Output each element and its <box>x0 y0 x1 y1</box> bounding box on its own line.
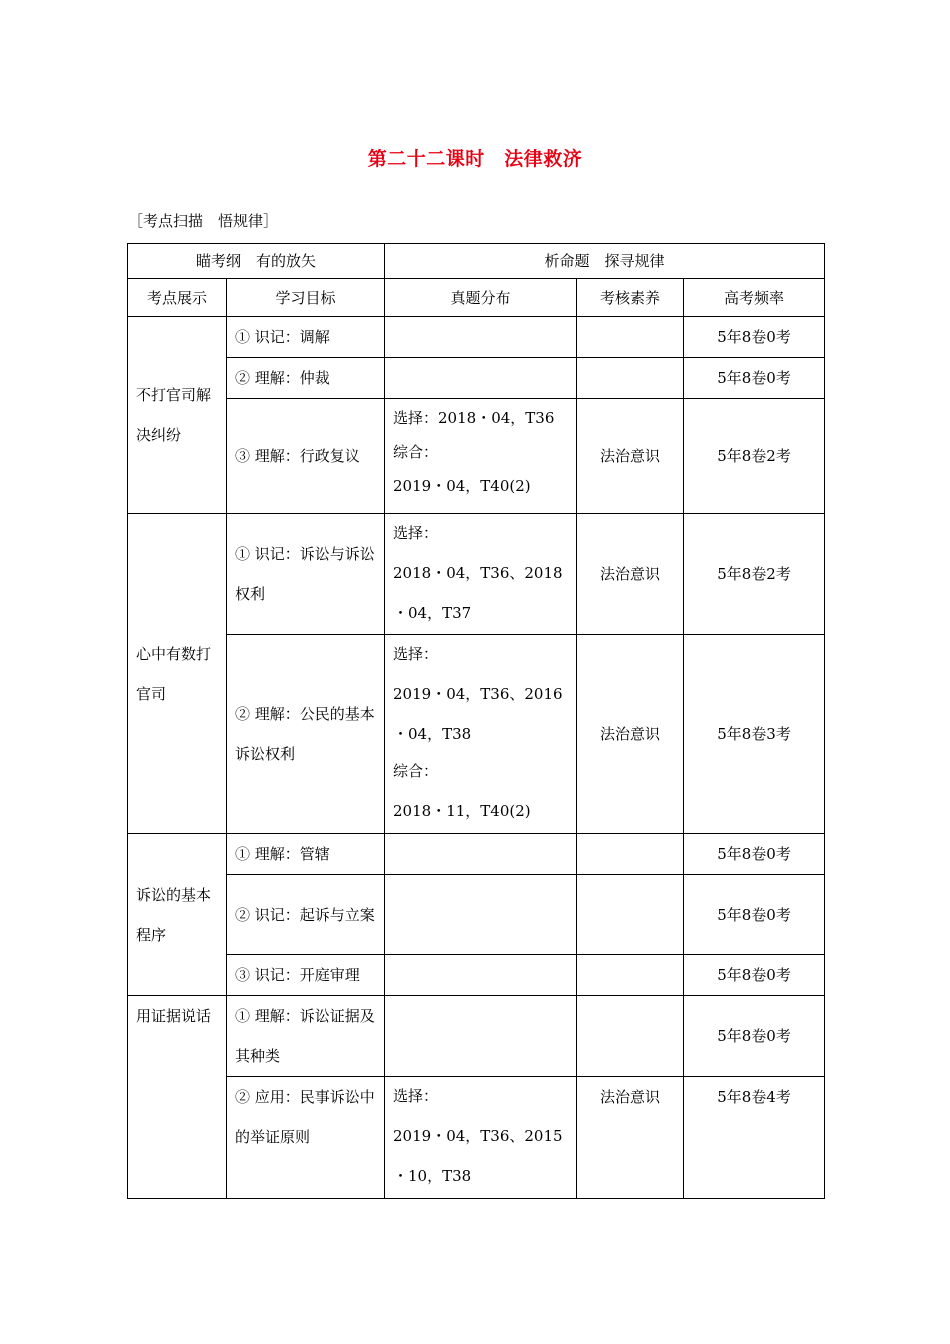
table-row <box>128 955 825 996</box>
papers-cell <box>385 514 577 635</box>
page-title: 第二十二课时 法律救济 <box>367 148 583 170</box>
column-header-papers: 真题分布 <box>385 279 577 317</box>
goal-cell: ③ 识记：开庭审理 <box>227 955 385 996</box>
topic-cell: 用证据说话 <box>128 996 227 1199</box>
column-header-frequency: 高考频率 <box>684 279 825 317</box>
frequency-cell: 5年8卷3考 <box>684 635 825 834</box>
goal-cell: ② 识记：起诉与立案 <box>227 875 385 955</box>
group-header-syllabus: 瞄考纲 有的放矢 <box>128 244 385 279</box>
goal-cell: ② 理解：公民的基本诉讼权利 <box>227 635 385 834</box>
papers-cell <box>385 875 577 955</box>
table-row <box>128 834 825 875</box>
paper-line: 选择： <box>393 645 439 663</box>
literacy-cell <box>577 955 684 996</box>
frequency-cell: 5年8卷0考 <box>684 996 825 1077</box>
table-row <box>128 399 825 514</box>
group-header-analysis: 析命题 探寻规律 <box>385 244 825 279</box>
paper-line: 综合： <box>393 443 439 461</box>
papers-cell <box>385 635 577 834</box>
literacy-cell: 法治意识 <box>577 1077 684 1199</box>
table-row <box>128 875 825 955</box>
goal-cell: ① 识记：诉讼与诉讼权利 <box>227 514 385 635</box>
table-row <box>128 1077 825 1199</box>
table-row <box>128 996 825 1077</box>
paper-line: 2018・04，T36、2018 <box>393 564 563 582</box>
topic-cell: 诉讼的基本程序 <box>128 834 227 996</box>
table-row <box>128 317 825 358</box>
topic-cell: 不打官司解决纠纷 <box>128 317 227 514</box>
paper-line: 选择：2018・04，T36 <box>393 409 555 427</box>
exam-overview-table <box>127 243 825 1199</box>
frequency-cell: 5年8卷0考 <box>684 317 825 358</box>
paper-line: 2019・04，T36、2015 <box>393 1127 563 1145</box>
literacy-cell <box>577 834 684 875</box>
papers-cell <box>385 834 577 875</box>
papers-cell <box>385 1077 577 1199</box>
column-header-literacy: 考核素养 <box>577 279 684 317</box>
literacy-cell <box>577 317 684 358</box>
goal-cell: ① 识记：调解 <box>227 317 385 358</box>
papers-cell <box>385 955 577 996</box>
papers-cell <box>385 996 577 1077</box>
paper-line: ・04，T38 <box>393 725 472 743</box>
goal-cell: ② 应用：民事诉讼中的举证原则 <box>227 1077 385 1199</box>
paper-line: 2019・04，T36、2016 <box>393 685 563 703</box>
frequency-cell: 5年8卷2考 <box>684 399 825 514</box>
papers-cell <box>385 317 577 358</box>
paper-line: ・04，T37 <box>393 604 472 622</box>
papers-cell <box>385 358 577 399</box>
literacy-cell <box>577 358 684 399</box>
paper-line: 2019・04，T40(2) <box>393 477 531 495</box>
section-label: ［考点扫描 悟规律］ <box>128 212 279 230</box>
literacy-cell: 法治意识 <box>577 635 684 834</box>
literacy-cell: 法治意识 <box>577 399 684 514</box>
paper-line: 选择： <box>393 1087 439 1105</box>
frequency-cell: 5年8卷0考 <box>684 955 825 996</box>
frequency-cell: 5年8卷0考 <box>684 358 825 399</box>
papers-cell <box>385 399 577 514</box>
goal-cell: ② 理解：仲裁 <box>227 358 385 399</box>
frequency-cell: 5年8卷0考 <box>684 875 825 955</box>
paper-line: 2018・11，T40(2) <box>393 802 531 820</box>
literacy-cell: 法治意识 <box>577 514 684 635</box>
paper-line: ・10，T38 <box>393 1167 472 1185</box>
topic-cell: 心中有数打官司 <box>128 514 227 834</box>
frequency-cell: 5年8卷2考 <box>684 514 825 635</box>
goal-cell: ① 理解：诉讼证据及其种类 <box>227 996 385 1077</box>
goal-cell: ③ 理解：行政复议 <box>227 399 385 514</box>
literacy-cell <box>577 875 684 955</box>
paper-line: 选择： <box>393 524 439 542</box>
column-header-goal: 学习目标 <box>227 279 385 317</box>
column-header-topic: 考点展示 <box>128 279 227 317</box>
table-row <box>128 358 825 399</box>
frequency-cell: 5年8卷0考 <box>684 834 825 875</box>
table-row <box>128 514 825 635</box>
paper-line: 综合： <box>393 762 439 780</box>
goal-cell: ① 理解：管辖 <box>227 834 385 875</box>
frequency-cell: 5年8卷4考 <box>684 1077 825 1199</box>
literacy-cell <box>577 996 684 1077</box>
table-row <box>128 635 825 834</box>
